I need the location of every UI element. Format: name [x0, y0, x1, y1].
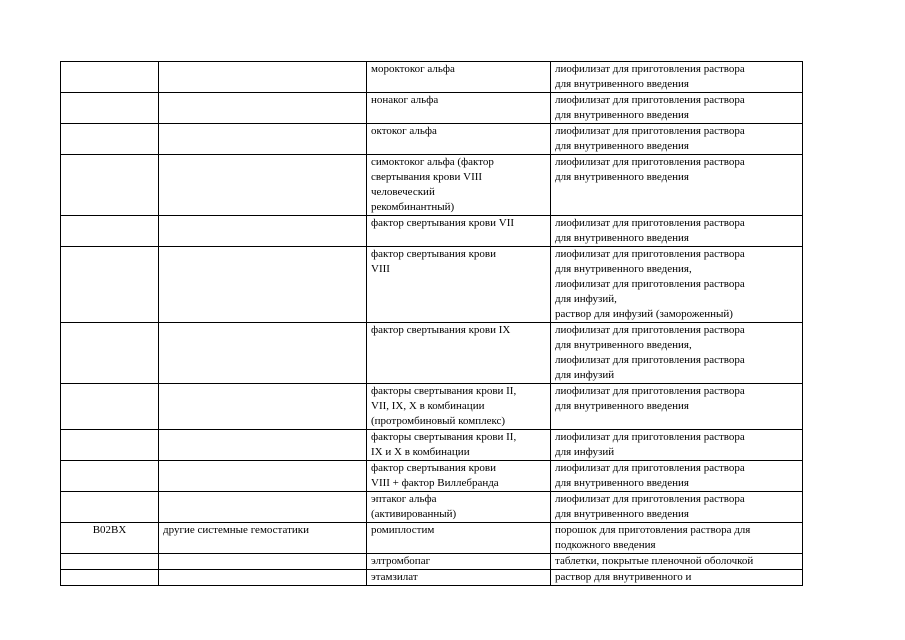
table-row	[61, 247, 803, 323]
table-row	[61, 93, 803, 124]
pharm-group-cell	[159, 492, 367, 523]
dosage-form-cell: лиофилизат для приготовления раствора для внутривенного введения	[551, 216, 803, 247]
table-row	[61, 430, 803, 461]
table-row	[61, 323, 803, 384]
atc-code-cell	[61, 430, 159, 461]
atc-code-cell	[61, 384, 159, 430]
table-row	[61, 62, 803, 93]
dosage-form-cell: раствор для внутривенного и	[551, 570, 803, 586]
pharm-group-cell	[159, 430, 367, 461]
atc-code-cell	[61, 62, 159, 93]
drug-name-cell: эптаког альфа (активированный)	[367, 492, 551, 523]
dosage-form-cell: лиофилизат для приготовления раствора для внутривенного введения, лиофилизат для приготовления раствора для инфузий	[551, 323, 803, 384]
drug-name-cell: симоктоког альфа (фактор свертывания крови VIII человеческий рекомбинантный)	[367, 155, 551, 216]
drug-table	[60, 61, 803, 586]
pharm-group-cell	[159, 554, 367, 570]
table-row	[61, 554, 803, 570]
drug-name-cell: факторы свертывания крови II, IX и X в комбинации	[367, 430, 551, 461]
drug-name-cell: фактор свертывания крови VII	[367, 216, 551, 247]
atc-code-cell	[61, 570, 159, 586]
drug-name-cell: мороктоког альфа	[367, 62, 551, 93]
atc-code-cell	[61, 155, 159, 216]
table-row	[61, 216, 803, 247]
table-row	[61, 384, 803, 430]
pharm-group-cell	[159, 216, 367, 247]
drug-name-cell: этамзилат	[367, 570, 551, 586]
dosage-form-cell: лиофилизат для приготовления раствора для внутривенного введения	[551, 93, 803, 124]
table-row	[61, 570, 803, 586]
dosage-form-cell: лиофилизат для приготовления раствора для инфузий	[551, 430, 803, 461]
drug-name-cell: элтромбопаг	[367, 554, 551, 570]
drug-name-cell: ромиплостим	[367, 523, 551, 554]
dosage-form-cell: лиофилизат для приготовления раствора для внутривенного введения, лиофилизат для приготовления раствора для инфузий, раствор для инфузий (замороженный)	[551, 247, 803, 323]
atc-code-cell: B02BX	[61, 523, 159, 554]
pharm-group-cell	[159, 247, 367, 323]
atc-code-cell	[61, 247, 159, 323]
atc-code-cell	[61, 216, 159, 247]
pharm-group-cell	[159, 570, 367, 586]
atc-code-cell	[61, 124, 159, 155]
pharm-group-cell	[159, 62, 367, 93]
pharm-group-cell	[159, 461, 367, 492]
pharm-group-cell	[159, 384, 367, 430]
atc-code-cell	[61, 93, 159, 124]
table-row	[61, 124, 803, 155]
pharm-group-cell: другие системные гемостатики	[159, 523, 367, 554]
drug-name-cell: фактор свертывания крови IX	[367, 323, 551, 384]
table-row	[61, 461, 803, 492]
pharm-group-cell	[159, 155, 367, 216]
drug-name-cell: фактор свертывания крови VIII	[367, 247, 551, 323]
pharm-group-cell	[159, 124, 367, 155]
drug-name-cell: факторы свертывания крови II, VII, IX, X в комбинации (протромбиновый комплекс)	[367, 384, 551, 430]
atc-code-cell	[61, 492, 159, 523]
dosage-form-cell: порошок для приготовления раствора для подкожного введения	[551, 523, 803, 554]
drug-name-cell: октоког альфа	[367, 124, 551, 155]
table-row	[61, 523, 803, 554]
table-row	[61, 155, 803, 216]
dosage-form-cell: лиофилизат для приготовления раствора для внутривенного введения	[551, 62, 803, 93]
atc-code-cell	[61, 323, 159, 384]
table-row	[61, 492, 803, 523]
atc-code-cell	[61, 461, 159, 492]
dosage-form-cell: лиофилизат для приготовления раствора для внутривенного введения	[551, 155, 803, 216]
dosage-form-cell: лиофилизат для приготовления раствора для внутривенного введения	[551, 124, 803, 155]
drug-name-cell: фактор свертывания крови VIII + фактор Виллебранда	[367, 461, 551, 492]
pharm-group-cell	[159, 323, 367, 384]
drug-name-cell: нонаког альфа	[367, 93, 551, 124]
dosage-form-cell: лиофилизат для приготовления раствора для внутривенного введения	[551, 384, 803, 430]
dosage-form-cell: лиофилизат для приготовления раствора для внутривенного введения	[551, 492, 803, 523]
pharm-group-cell	[159, 93, 367, 124]
dosage-form-cell: лиофилизат для приготовления раствора для внутривенного введения	[551, 461, 803, 492]
atc-code-cell	[61, 554, 159, 570]
dosage-form-cell: таблетки, покрытые пленочной оболочкой	[551, 554, 803, 570]
drug-table-body	[61, 62, 803, 586]
